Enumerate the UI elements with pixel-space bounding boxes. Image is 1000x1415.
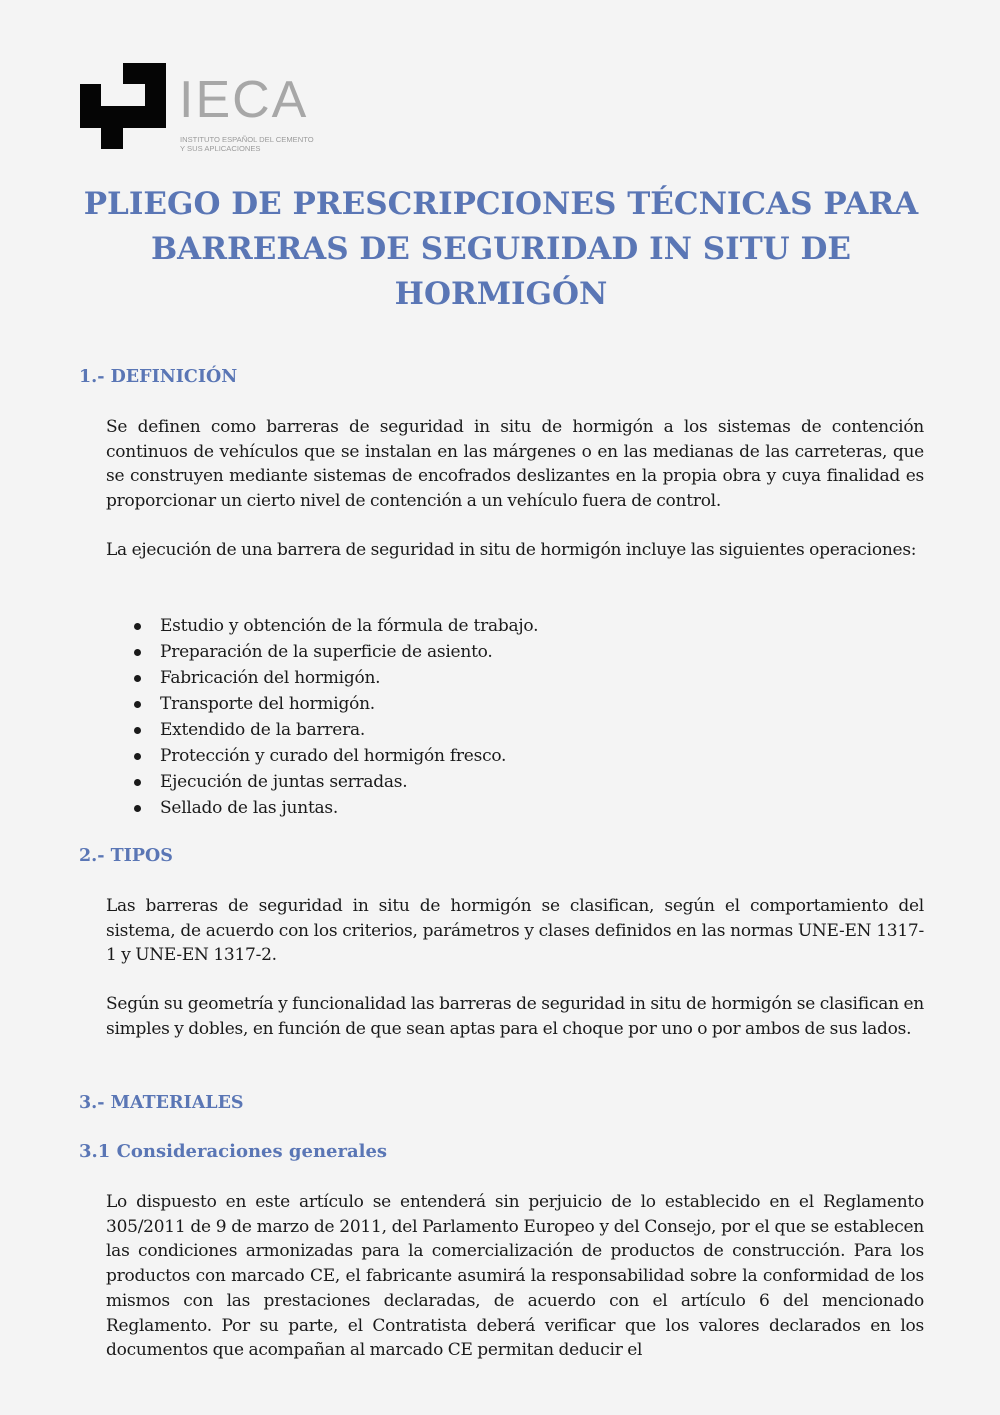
definicion-paragraph-1: Se definen como barreras de seguridad in situ de hormigón a los sistemas de contención continuos de vehículos que se instalan en las márgenes o en las medianas de las carreteras, que se construyen mediante sistemas de encofrados deslizantes en la propia obra y cuya finalidad es proporcionar un cierto nivel de contención a un vehículo fuera de control. — [106, 417, 924, 512]
document-title: PLIEGO DE PRESCRIPCIONES TÉCNICAS PARA BARRERAS DE SEGURIDAD IN SITU DE HORMIGÓN — [83, 186, 919, 312]
heading-materiales: 3.- MATERIALES — [79, 1093, 244, 1113]
logo-subtitle — [180, 135, 314, 153]
list-item: Sellado de las juntas. — [106, 795, 924, 821]
list-item: Protección y curado del hormigón fresco. — [106, 743, 924, 769]
logo-subtitle-line2: Y SUS APLICACIONES — [180, 144, 261, 153]
heading-definicion: 1.- DEFINICIÓN — [79, 367, 238, 387]
heading-tipos: 2.- TIPOS — [79, 846, 173, 866]
ieca-logo — [80, 63, 340, 153]
list-item: Ejecución de juntas serradas. — [106, 769, 924, 795]
bullet-icon — [134, 649, 141, 656]
definicion-paragraph-2: La ejecución de una barrera de seguridad in situ de hormigón incluye las siguientes operaciones: — [106, 540, 917, 560]
logo-subtitle-line1: INSTITUTO ESPAÑOL DEL CEMENTO — [180, 135, 314, 144]
bullet-icon — [134, 623, 141, 630]
list-item: Fabricación del hormigón. — [106, 665, 924, 691]
list-item: Transporte del hormigón. — [106, 691, 924, 717]
bullet-icon — [134, 779, 141, 786]
bullet-icon — [134, 805, 141, 812]
materiales-paragraph-1: Lo dispuesto en este artículo se entenderá sin perjuicio de lo establecido en el Reglamento 305/2011 de 9 de marzo de 2011, del Parlamento Europeo y del Consejo, por el que se establecen las condiciones armonizadas para la comercialización de productos de construcción. Para los productos con marcado CE, el fabricante asumirá la responsabilidad sobre la conformidad de los mismos con las prestaciones declaradas, de acuerdo con el artículo 6 del mencionado Reglamento. Por su parte, el Contratista deberá verificar que los valores declarados en los documentos que acompañan al marcado CE permitan deducir el — [106, 1192, 924, 1361]
list-item: Extendido de la barrera. — [106, 717, 924, 743]
bullet-icon — [134, 753, 141, 760]
tipos-paragraph-2: Según su geometría y funcionalidad las barreras de seguridad in situ de hormigón se clasifican en simples y dobles, en función de que sean aptas para el choque por uno o por ambos de sus lados. — [106, 994, 924, 1039]
logo-wordmark: IECA — [179, 71, 309, 129]
bullet-icon — [134, 675, 141, 682]
tipos-paragraph-1: Las barreras de seguridad in situ de hormigón se clasifican, según el comportamiento del sistema, de acuerdo con los criterios, parámetros y clases definidos en las normas UNE-EN 1317-1 y UNE-EN 1317-2. — [106, 896, 924, 966]
operations-list — [106, 613, 924, 821]
bullet-icon — [134, 727, 141, 734]
subheading-consideraciones: 3.1 Consideraciones generales — [79, 1141, 388, 1162]
bullet-icon — [134, 701, 141, 708]
list-item: Estudio y obtención de la fórmula de trabajo. — [106, 613, 924, 639]
ieca-logo-mark — [80, 63, 166, 149]
list-item: Preparación de la superficie de asiento. — [106, 639, 924, 665]
